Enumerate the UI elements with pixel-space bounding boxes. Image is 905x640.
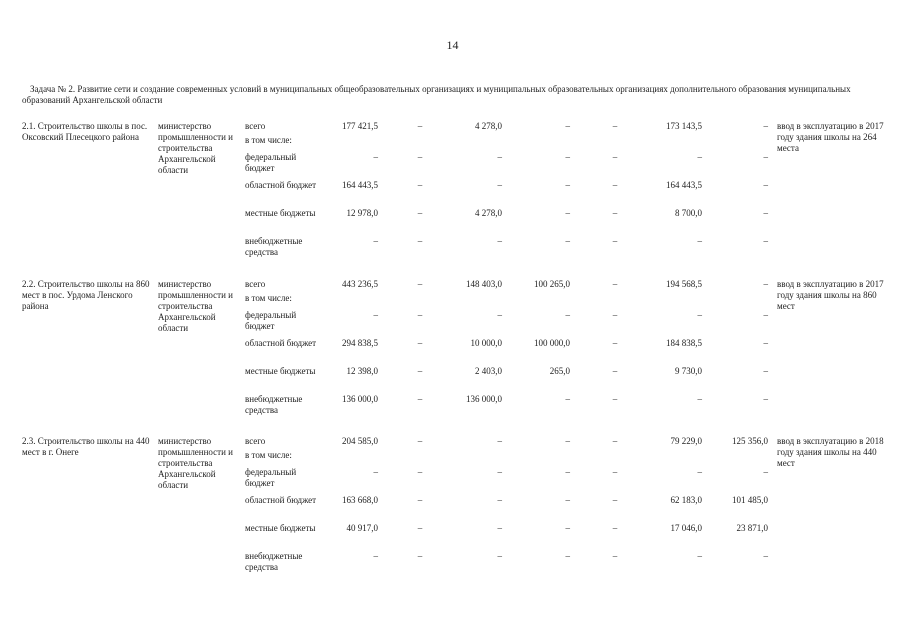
amount-cell: – [763,338,768,348]
amount-cell: – [417,467,423,477]
amount-cell: 294 838,5 [342,338,378,348]
amount-cell: – [497,495,502,505]
amount-cell: – [612,180,618,190]
amount-cell: – [417,310,423,320]
amount-cell: 2 403,0 [475,366,502,376]
funding-source-label: всего [245,436,266,446]
amount-cell: – [497,236,502,246]
amount-cell: – [763,208,768,218]
amount-cell: – [612,152,618,162]
funding-source-label: всего [245,279,266,289]
amount-cell: – [697,152,702,162]
amount-cell: – [417,366,423,376]
amount-cell: 4 278,0 [475,208,502,218]
amount-cell: – [373,236,378,246]
amount-cell: 177 421,5 [342,121,378,131]
amount-cell: – [612,495,618,505]
amount-cell: – [373,467,378,477]
amount-cell: 100 000,0 [534,338,570,348]
amount-cell: – [373,310,378,320]
amount-cell: – [497,551,502,561]
amount-cell: – [565,436,570,446]
amount-cell: 101 485,0 [732,495,768,505]
amount-cell: – [497,523,502,533]
section-title: 2.2. Строительство школы на 860 мест в пос. Урдома Ленского района [22,279,150,311]
amount-cell: – [565,208,570,218]
amount-cell: – [763,236,768,246]
expected-result: ввод в эксплуатацию в 2017 году здания школы на 860 мест [777,279,884,311]
amount-cell: 40 917,0 [346,523,378,533]
amount-cell: – [565,551,570,561]
table-row [0,236,905,264]
table-row [0,338,905,366]
table-row [0,208,905,236]
funding-source-label: федеральный бюджет [245,467,297,488]
amount-cell: – [565,394,570,404]
amount-cell: 163 668,0 [342,495,378,505]
amount-cell: 443 236,5 [342,279,378,289]
funding-source-label: местные бюджеты [245,208,316,218]
amount-cell: – [417,523,423,533]
amount-cell: 125 356,0 [732,436,768,446]
amount-cell: – [612,279,618,289]
amount-cell: – [763,180,768,190]
amount-cell: – [497,436,502,446]
table-row [0,467,905,495]
amount-cell: – [697,310,702,320]
amount-cell: – [612,236,618,246]
amount-cell: – [612,394,618,404]
funding-source-label: внебюджетные средства [245,394,303,415]
funding-source-label: всего [245,121,266,131]
amount-cell: – [763,121,768,131]
amount-cell: – [697,236,702,246]
amount-cell: 148 403,0 [466,279,502,289]
amount-cell: – [612,467,618,477]
amount-cell: 62 183,0 [670,495,702,505]
funding-source-label: местные бюджеты [245,523,316,533]
amount-cell: 173 143,5 [666,121,702,131]
amount-cell: – [612,208,618,218]
amount-cell: – [565,121,570,131]
amount-cell: 10 000,0 [470,338,502,348]
expected-result: ввод в эксплуатацию в 2017 году здания школы на 264 места [777,121,884,153]
responsible-ministry: министерство промышленности и строительства Архангельской области [158,436,233,490]
amount-cell: 184 838,5 [666,338,702,348]
funding-source-label: в том числе: [245,450,292,460]
task-heading: Задача № 2. Развитие сети и создание современных условий в муниципальных общеобразовательных организациях и муниципальных образовательных организациях дополнительного образования муниципальных образований Архангельской области [22,84,851,105]
table-row [0,366,905,394]
amount-cell: – [497,152,502,162]
amount-cell: – [763,366,768,376]
amount-cell: – [763,279,768,289]
amount-cell: – [565,236,570,246]
amount-cell: – [612,310,618,320]
funding-source-label: внебюджетные средства [245,236,303,257]
section-title: 2.3. Строительство школы на 440 мест в г. Онеге [22,436,150,457]
amount-cell: – [612,551,618,561]
amount-cell: – [417,495,423,505]
amount-cell: 8 700,0 [675,208,702,218]
amount-cell: – [497,180,502,190]
funding-source-label: в том числе: [245,135,292,145]
table-row [0,551,905,579]
amount-cell: – [612,436,618,446]
funding-source-label: областной бюджет [245,338,317,348]
amount-cell: – [612,338,618,348]
amount-cell: 164 443,5 [342,180,378,190]
amount-cell: 23 871,0 [736,523,768,533]
amount-cell: – [612,366,618,376]
funding-source-label: местные бюджеты [245,366,316,376]
amount-cell: – [697,394,702,404]
amount-cell: – [417,394,423,404]
amount-cell: – [373,551,378,561]
amount-cell: – [417,236,423,246]
funding-source-label: областной бюджет [245,180,317,190]
amount-cell: 204 585,0 [342,436,378,446]
table-row [0,310,905,338]
amount-cell: – [763,152,768,162]
amount-cell: – [612,121,618,131]
amount-cell: – [565,310,570,320]
responsible-ministry: министерство промышленности и строительства Архангельской области [158,279,233,333]
amount-cell: – [565,152,570,162]
amount-cell: 100 265,0 [534,279,570,289]
amount-cell: – [763,467,768,477]
amount-cell: – [417,338,423,348]
amount-cell: – [417,180,423,190]
amount-cell: 136 000,0 [342,394,378,404]
amount-cell: – [697,467,702,477]
funding-source-label: федеральный бюджет [245,152,297,173]
amount-cell: – [417,152,423,162]
funding-source-label: федеральный бюджет [245,310,297,331]
table-row [0,495,905,523]
amount-cell: – [417,551,423,561]
amount-cell: 4 278,0 [475,121,502,131]
amount-cell: – [417,279,423,289]
section-title: 2.1. Строительство школы в пос. Оксовский Плесецкого района [22,121,148,142]
amount-cell: 9 730,0 [675,366,702,376]
amount-cell: – [565,467,570,477]
amount-cell: 164 443,5 [666,180,702,190]
page-number: 14 [446,38,459,52]
amount-cell: – [697,551,702,561]
table-row [0,180,905,208]
amount-cell: – [763,310,768,320]
amount-cell: 12 398,0 [346,366,378,376]
amount-cell: – [417,208,423,218]
amount-cell: – [373,152,378,162]
amount-cell: – [565,495,570,505]
amount-cell: 194 568,5 [666,279,702,289]
funding-source-label: внебюджетные средства [245,551,303,572]
amount-cell: – [612,523,618,533]
table-row [0,152,905,180]
amount-cell: 79 229,0 [670,436,702,446]
amount-cell: – [497,467,502,477]
amount-cell: 12 978,0 [346,208,378,218]
funding-source-label: в том числе: [245,293,292,303]
table-row [0,394,905,422]
amount-cell: – [763,394,768,404]
funding-source-label: областной бюджет [245,495,317,505]
amount-cell: – [417,436,423,446]
amount-cell: – [417,121,423,131]
amount-cell: 17 046,0 [670,523,702,533]
amount-cell: – [497,310,502,320]
amount-cell: – [565,180,570,190]
amount-cell: 136 000,0 [466,394,502,404]
table-row [0,523,905,551]
amount-cell: – [763,551,768,561]
amount-cell: 265,0 [549,366,570,376]
amount-cell: – [565,523,570,533]
expected-result: ввод в эксплуатацию в 2018 году здания школы на 440 мест [777,436,884,468]
responsible-ministry: министерство промышленности и строительства Архангельской области [158,121,233,175]
